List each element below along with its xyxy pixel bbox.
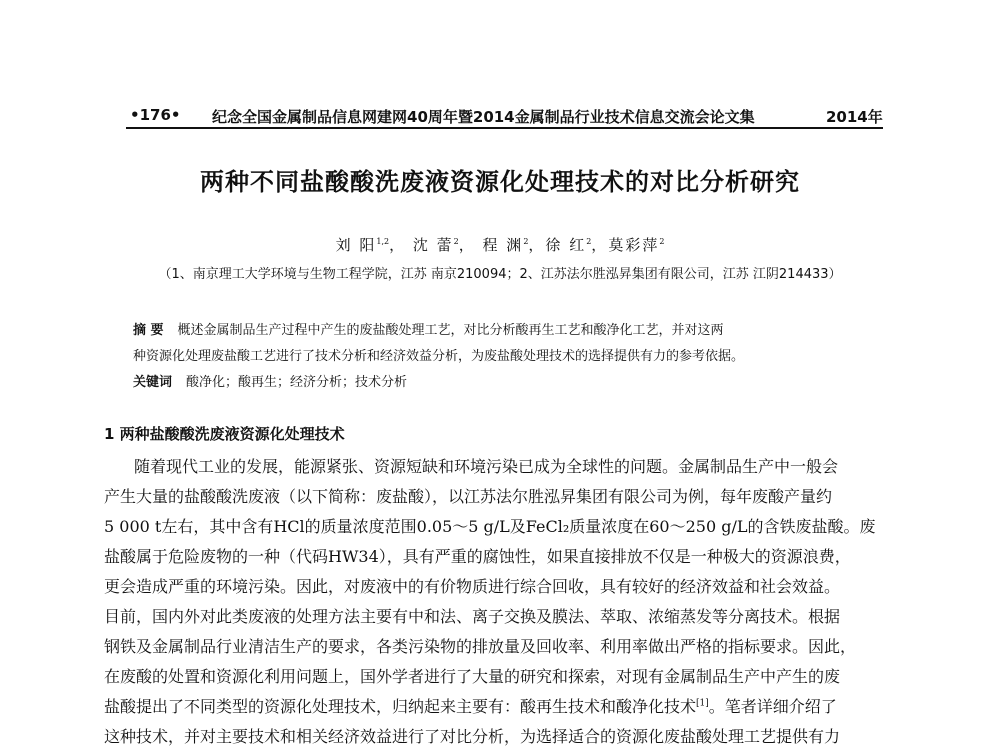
body-line: 随着现代工业的发展，能源紧张、资源短缺和环境污染已成为全球性的问题。金属制品生产中一般会 [134,457,839,476]
body-text: 。笔者详细介绍了 [708,697,837,716]
body-line: 目前，国内外对此类废液的处理方法主要有中和法、离子交换及膜法、萃取、浓缩蒸发等分离技术。根据 [104,607,841,626]
header-rule [126,127,883,129]
author-name: 刘 阳 [335,236,377,254]
affiliations: （1、南京理工大学环境与生物工程学院，江苏 南京210094；2、江苏法尔胜泓昇集团有限公司，江苏 江阴214433） [158,267,842,282]
body-line: 钢铁及金属制品行业清洁生产的要求，各类污染物的排放量及回收率、利用率做出严格的指标要求。因此， [104,637,857,656]
body-line [104,694,837,717]
author-name: 莫彩萍 [608,236,660,254]
author-name: 徐 红 [545,236,587,254]
body-text: 盐酸提出了不同类型的资源化处理技术，归纳起来主要有：酸再生技术和酸净化技术 [104,697,697,716]
abstract-line-1 [133,319,724,338]
author-name: 程 渊 [482,236,524,254]
body-line: 在废酸的处置和资源化利用问题上，国外学者进行了大量的研究和探索，对现有金属制品生产中产生的废 [104,667,841,686]
author-affil-mark: 2 [586,237,592,246]
page-number: •176• [130,106,181,124]
keywords-line [133,371,407,390]
author-affil-mark: 2 [523,237,529,246]
keywords-label: 关键词 [133,375,173,390]
body-line: 这种技术，并对主要技术和相关经济效益进行了对比分析，为选择适合的资源化废盐酸处理工艺提供有力 [104,727,841,746]
abstract-text: 概述金属制品生产过程中产生的废盐酸处理工艺，对比分析酸再生工艺和酸净化工艺，并对这两 [177,323,724,338]
journal-title: 纪念全国金属制品信息网建网40周年暨2014金属制品行业技术信息交流会论文集 [212,108,755,126]
author-name: 沈 蕾 [412,236,454,254]
body-line: 盐酸属于危险废物的一种（代码HW34），具有严重的腐蚀性，如果直接排放不仅是一种极大的资源浪费， [104,547,851,566]
keywords-text: 酸净化；酸再生；经济分析；技术分析 [186,375,408,390]
paper-title: 两种不同盐酸酸洗废液资源化处理技术的对比分析研究 [200,168,800,196]
author-list: 刘 阳$^{1,2}$， 沈 蕾$^2$， 程 渊$^2$，徐 红$^2$，莫彩萍$^2$ [335,236,665,254]
author-affil-mark: 1,2 [376,237,390,246]
section-heading: 1 两种盐酸酸洗废液资源化处理技术 [104,425,345,443]
author-affil-mark: 2 [659,237,665,246]
body-line: 更会造成严重的环境污染。因此，对废液中的有价物质进行综合回收，具有较好的经济效益和社会效益。 [104,577,841,596]
abstract-line-2: 种资源化处理废盐酸工艺进行了技术分析和经济效益分析，为废盐酸处理技术的选择提供有力的参考依据。 [133,349,745,364]
citation-ref: [1] [696,698,709,709]
author-affil-mark: 2 [453,237,459,246]
abstract-label: 摘 要 [133,323,164,338]
header-year: 2014年 [826,108,883,126]
body-line: 产生大量的盐酸酸洗废液（以下简称：废盐酸），以江苏法尔胜泓昇集团有限公司为例，每年废酸产量约 [104,487,833,506]
body-line: 5 000 t左右，其中含有HCl的质量浓度范围0.05～5 g/L及FeCl₂质量浓度在60～250 g/L的含铁废盐酸。废 [104,517,876,536]
